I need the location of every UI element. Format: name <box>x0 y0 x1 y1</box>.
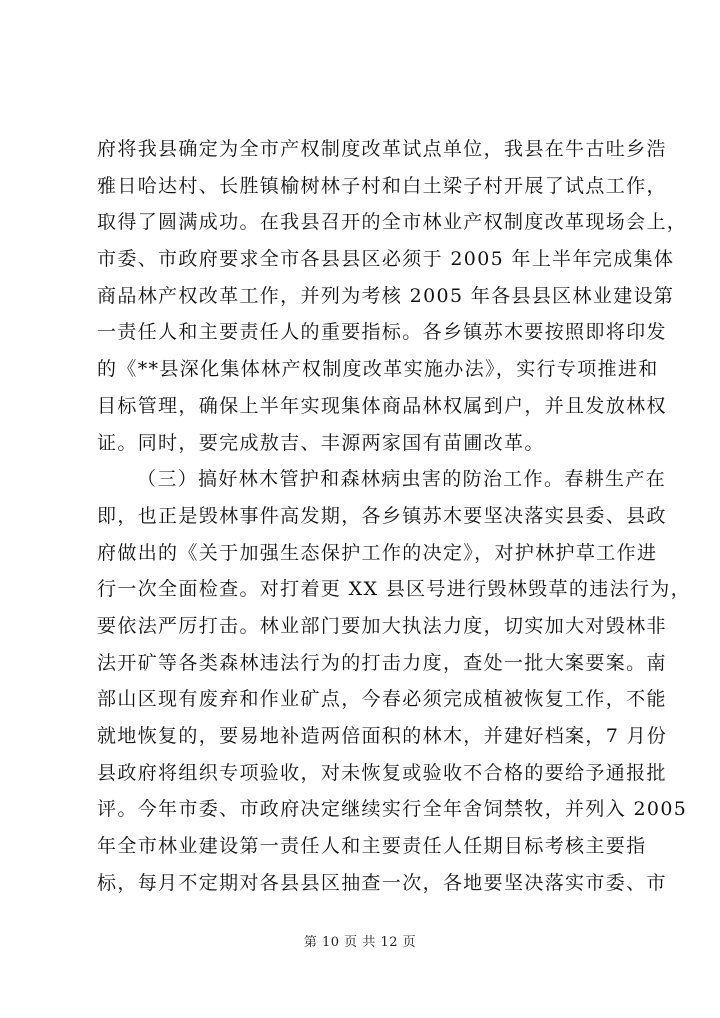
text-line: 目标管理，确保上半年实现集体商品林权属到户，并且发放林权 <box>97 394 667 417</box>
text-line: 市委、市政府要求全市各县县区必须于 2005 年上半年完成集体 <box>97 248 675 271</box>
page-footer: 第 10 页 共 12 页 <box>303 935 417 950</box>
text-line: 就地恢复的，要易地补造两倍面积的林木，并建好档案，7 月份 <box>97 725 668 747</box>
text-line: 年全市林业建设第一责任人和主要责任人任期目标考核主要指 <box>97 835 647 858</box>
text-line: 商品林产权改革工作，并列为考核 2005 年各县县区林业建设第 <box>97 284 675 307</box>
text-line: 一责任人和主要责任人的重要指标。各乡镇苏木要按照即将印发 <box>97 321 667 344</box>
text-line: 法开矿等各类森林违法行为的打击力度，查处一批大案要案。南 <box>97 651 667 674</box>
text-line: 府将我县确定为全市产权制度改革试点单位，我县在牛古吐乡浩 <box>97 138 667 160</box>
text-line: 评。今年市委、市政府决定继续实行全年舍饲禁牧，并列入 2005 <box>97 798 688 821</box>
text-line: 标，每月不定期对各县县区抽查一次，各地要坚决落实市委、市 <box>97 871 667 894</box>
text-line: 的《**县深化集体林产权制度改革实施办法》，实行专项推进和 <box>97 358 659 381</box>
body-text <box>97 131 691 901</box>
text-line: 要依法严厉打击。林业部门要加大执法力度，切实加大对毁林非 <box>97 614 667 637</box>
text-line: 县政府将组织专项验收，对未恢复或验收不合格的要给予通报批 <box>97 761 667 784</box>
text-line: 取得了圆满成功。在我县召开的全市林业产权制度改革现场会上， <box>97 211 688 234</box>
section-heading-line: （三）搞好林木管护和森林病虫害的防治工作。春耕生产在 <box>137 468 667 491</box>
text-line: 证。同时，要完成敖吉、丰源两家国有苗圃改革。 <box>97 431 545 454</box>
text-line: 雅日哈达村、长胜镇榆树林子村和白土梁子村开展了试点工作， <box>97 174 667 197</box>
text-line: 行一次全面检查。对打着更 XX 县区号进行毁林毁草的违法行为， <box>97 578 691 601</box>
text-line: 府做出的《关于加强生态保护工作的决定》，对护林护草工作进 <box>97 541 658 564</box>
text-line: 部山区现有废弃和作业矿点，今春必须完成植被恢复工作，不能 <box>97 688 667 711</box>
text-line: 即，也正是毁林事件高发期，各乡镇苏木要坚决落实县委、县政 <box>97 504 667 527</box>
